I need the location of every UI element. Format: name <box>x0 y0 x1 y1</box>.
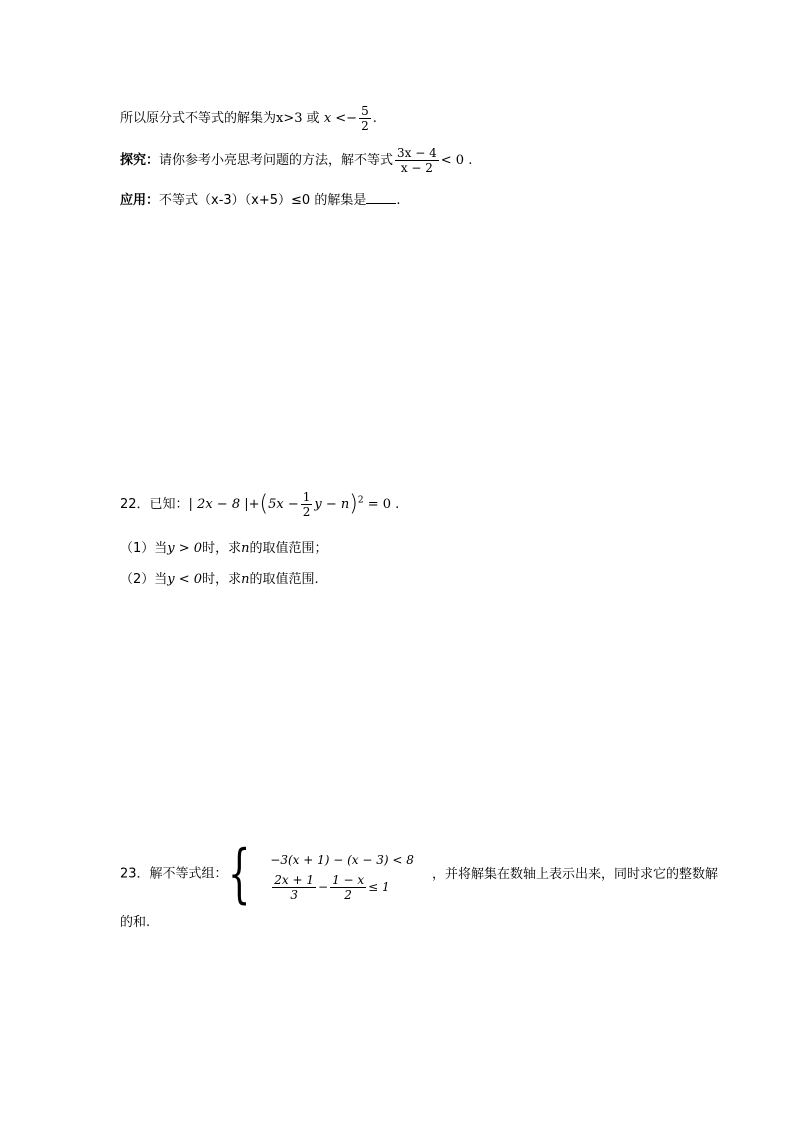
apply-end: . <box>396 193 401 208</box>
fraction-1-2 <box>301 490 313 519</box>
part2-prefix: （2）当 <box>120 572 168 587</box>
plus-sign: + <box>248 497 260 512</box>
part2-condition: y < 0 <box>167 572 203 587</box>
inner-term-b: y − n <box>314 497 350 512</box>
condition-2-lhs: x <− <box>323 111 358 126</box>
question-23-statement <box>120 837 719 911</box>
part1-mid: 时，求 <box>202 541 242 556</box>
fraction-inequality <box>395 146 439 175</box>
apply-text: 不等式（x-3）（x+5）≤0 的解集是 <box>159 193 367 208</box>
apply-label: 应用： <box>120 193 160 208</box>
fraction-numerator: 3x − 4 <box>397 146 437 160</box>
answer-blank <box>366 191 396 204</box>
fraction-5-2 <box>359 104 371 133</box>
inequality-system <box>270 847 414 902</box>
system-row-1: −3(x + 1) − (x − 3) < 8 <box>270 852 414 867</box>
q23-line2: 的和. <box>120 915 151 930</box>
fraction-denominator: 2 <box>302 505 311 519</box>
fraction-denominator: 2 <box>344 887 352 902</box>
absolute-value-term: | 2x − 8 | <box>188 497 249 512</box>
part1-variable: n <box>241 541 250 556</box>
exponent: 2 <box>357 495 364 506</box>
q22-prefix: 22．已知： <box>120 497 189 512</box>
system-row-2 <box>270 873 414 902</box>
fraction-denominator: x − 2 <box>400 161 433 175</box>
q23-prefix: 23．解不等式组： <box>120 866 228 882</box>
inner-term-a: 5x − <box>268 497 299 512</box>
fraction-2x1-3 <box>272 873 316 902</box>
question-22-part-2 <box>120 571 319 589</box>
fraction-1x-2 <box>330 873 366 902</box>
explore-line <box>120 146 472 175</box>
fraction-numerator: 5 <box>361 104 369 118</box>
part1-suffix: 的取值范围； <box>249 541 328 556</box>
fraction-numerator: 2x + 1 <box>274 872 314 887</box>
solution-text: 所以原分式不等式的解集为 <box>120 111 277 126</box>
fraction-numerator: 1 <box>302 490 311 504</box>
explore-text: 请你参考小亮思考问题的方法，解不等式 <box>159 153 394 168</box>
fraction-denominator: 2 <box>361 119 369 133</box>
explore-label: 探究： <box>120 153 160 168</box>
part2-variable: n <box>241 572 250 587</box>
part1-condition: y > 0 <box>167 541 203 556</box>
line-end: . <box>372 111 377 126</box>
row2-minus: − <box>318 879 329 894</box>
fraction-denominator: 3 <box>290 887 298 902</box>
question-23-continuation <box>120 914 150 932</box>
condition-1: x>3 <box>276 111 303 126</box>
equation-tail: = 0 . <box>367 497 400 512</box>
system-brace: { <box>227 837 250 911</box>
part2-suffix: 的取值范围. <box>249 572 319 587</box>
question-22-part-1 <box>120 540 327 558</box>
right-paren: ) <box>349 491 358 517</box>
or-text: 或 <box>306 111 320 126</box>
fraction-numerator: 1 − x <box>332 872 365 887</box>
apply-line <box>120 191 400 210</box>
part2-mid: 时，求 <box>202 572 242 587</box>
solution-set-line <box>120 104 377 133</box>
inequality-tail: < 0 . <box>440 153 473 168</box>
q23-after: ，并将解集在数轴上表示出来，同时求它的整数解 <box>432 866 719 882</box>
row2-tail: ≤ 1 <box>368 879 390 894</box>
left-paren: ( <box>259 491 269 517</box>
part1-prefix: （1）当 <box>120 541 168 556</box>
question-22-statement <box>120 490 399 519</box>
